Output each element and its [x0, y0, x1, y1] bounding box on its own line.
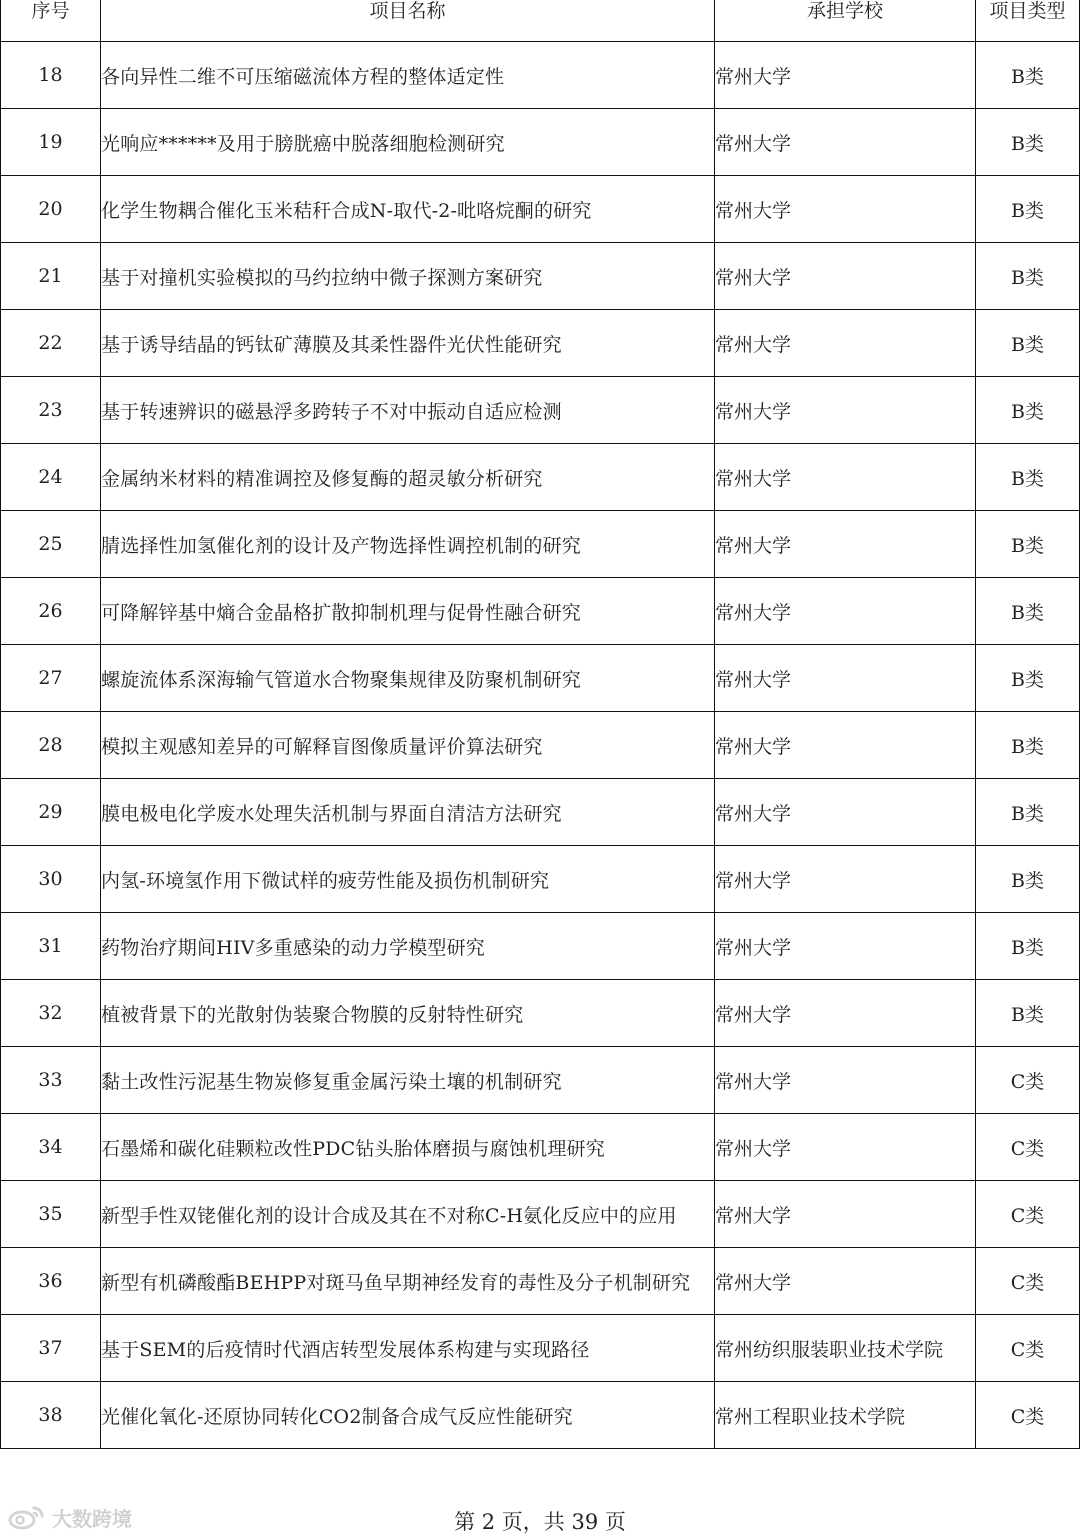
project-type: C类	[976, 1114, 1080, 1181]
school-name: 常州大学	[715, 578, 976, 645]
school-name: 常州大学	[715, 176, 976, 243]
table-row	[1, 243, 1080, 310]
table-row	[1, 1382, 1080, 1449]
row-number: 25	[1, 511, 101, 578]
header-school: 承担学校	[715, 0, 976, 42]
row-number: 18	[1, 42, 101, 109]
school-name: 常州纺织服装职业技术学院	[715, 1315, 976, 1382]
project-type: B类	[976, 645, 1080, 712]
row-number: 32	[1, 980, 101, 1047]
table-row	[1, 42, 1080, 109]
table-row	[1, 1114, 1080, 1181]
school-name: 常州大学	[715, 712, 976, 779]
school-name: 常州大学	[715, 377, 976, 444]
row-number: 36	[1, 1248, 101, 1315]
school-name: 常州大学	[715, 1114, 976, 1181]
project-type: B类	[976, 712, 1080, 779]
school-name: 常州大学	[715, 1047, 976, 1114]
project-name: 金属纳米材料的精准调控及修复酶的超灵敏分析研究	[101, 444, 715, 511]
table-row	[1, 846, 1080, 913]
school-name: 常州大学	[715, 779, 976, 846]
school-name: 常州大学	[715, 913, 976, 980]
project-type: B类	[976, 243, 1080, 310]
project-name: 植被背景下的光散射伪装聚合物膜的反射特性研究	[101, 980, 715, 1047]
project-name: 膜电极电化学废水处理失活机制与界面自清洁方法研究	[101, 779, 715, 846]
header-number: 序号	[1, 0, 101, 42]
project-type: C类	[976, 1315, 1080, 1382]
row-number: 38	[1, 1382, 101, 1449]
table-header	[1, 0, 1080, 42]
row-number: 26	[1, 578, 101, 645]
school-name: 常州大学	[715, 109, 976, 176]
table-row	[1, 779, 1080, 846]
project-name: 药物治疗期间HIV多重感染的动力学模型研究	[101, 913, 715, 980]
row-number: 28	[1, 712, 101, 779]
row-number: 21	[1, 243, 101, 310]
project-type: B类	[976, 578, 1080, 645]
project-name: 黏土改性污泥基生物炭修复重金属污染土壤的机制研究	[101, 1047, 715, 1114]
row-number: 37	[1, 1315, 101, 1382]
project-name: 光响应******及用于膀胱癌中脱落细胞检测研究	[101, 109, 715, 176]
table-row	[1, 578, 1080, 645]
project-name: 螺旋流体系深海输气管道水合物聚集规律及防聚机制研究	[101, 645, 715, 712]
project-name: 新型有机磷酸酯BEHPP对斑马鱼早期神经发育的毒性及分子机制研究	[101, 1248, 715, 1315]
project-type: C类	[976, 1181, 1080, 1248]
school-name: 常州大学	[715, 1181, 976, 1248]
row-number: 29	[1, 779, 101, 846]
watermark-text: 大数跨境	[52, 1506, 132, 1531]
project-name: 基于SEM的后疫情时代酒店转型发展体系构建与实现路径	[101, 1315, 715, 1382]
project-type: B类	[976, 42, 1080, 109]
project-name: 石墨烯和碳化硅颗粒改性PDC钻头胎体磨损与腐蚀机理研究	[101, 1114, 715, 1181]
school-name: 常州大学	[715, 846, 976, 913]
school-name: 常州大学	[715, 645, 976, 712]
project-type: B类	[976, 779, 1080, 846]
table-row	[1, 1181, 1080, 1248]
project-type: B类	[976, 846, 1080, 913]
row-number: 31	[1, 913, 101, 980]
header-project-type: 项目类型	[976, 0, 1080, 42]
row-number: 35	[1, 1181, 101, 1248]
row-number: 34	[1, 1114, 101, 1181]
project-type: C类	[976, 1382, 1080, 1449]
project-type: B类	[976, 980, 1080, 1047]
school-name: 常州大学	[715, 243, 976, 310]
table-body	[1, 42, 1080, 1449]
project-type: B类	[976, 511, 1080, 578]
row-number: 33	[1, 1047, 101, 1114]
table-row	[1, 1047, 1080, 1114]
project-type: C类	[976, 1047, 1080, 1114]
table-row	[1, 176, 1080, 243]
project-name: 新型手性双铑催化剂的设计合成及其在不对称C-H氨化反应中的应用	[101, 1181, 715, 1248]
project-name: 各向异性二维不可压缩磁流体方程的整体适定性	[101, 42, 715, 109]
table-row	[1, 444, 1080, 511]
row-number: 22	[1, 310, 101, 377]
table-row	[1, 1315, 1080, 1382]
school-name: 常州大学	[715, 511, 976, 578]
school-name: 常州工程职业技术学院	[715, 1382, 976, 1449]
school-name: 常州大学	[715, 444, 976, 511]
table-row	[1, 980, 1080, 1047]
project-type: B类	[976, 444, 1080, 511]
table-row	[1, 913, 1080, 980]
row-number: 30	[1, 846, 101, 913]
table-row	[1, 377, 1080, 444]
school-name: 常州大学	[715, 310, 976, 377]
project-name: 可降解锌基中熵合金晶格扩散抑制机理与促骨性融合研究	[101, 578, 715, 645]
header-row	[1, 0, 1080, 42]
project-name: 内氢-环境氢作用下微试样的疲劳性能及损伤机制研究	[101, 846, 715, 913]
project-name: 光催化氧化-还原协同转化CO2制备合成气反应性能研究	[101, 1382, 715, 1449]
table-row	[1, 645, 1080, 712]
project-type: B类	[976, 377, 1080, 444]
school-name: 常州大学	[715, 42, 976, 109]
page-number: 第 2 页，共 39 页	[454, 1510, 626, 1534]
row-number: 24	[1, 444, 101, 511]
project-name: 模拟主观感知差异的可解释盲图像质量评价算法研究	[101, 712, 715, 779]
table-row	[1, 1248, 1080, 1315]
project-name: 基于诱导结晶的钙钛矿薄膜及其柔性器件光伏性能研究	[101, 310, 715, 377]
table-row	[1, 712, 1080, 779]
project-type: B类	[976, 310, 1080, 377]
project-type: B类	[976, 913, 1080, 980]
row-number: 20	[1, 176, 101, 243]
school-name: 常州大学	[715, 1248, 976, 1315]
project-name: 化学生物耦合催化玉米秸秆合成N-取代-2-吡咯烷酮的研究	[101, 176, 715, 243]
project-type: B类	[976, 109, 1080, 176]
table-row	[1, 109, 1080, 176]
row-number: 27	[1, 645, 101, 712]
project-type: B类	[976, 176, 1080, 243]
table-row	[1, 511, 1080, 578]
header-project-name: 项目名称	[101, 0, 715, 42]
project-name: 腈选择性加氢催化剂的设计及产物选择性调控机制的研究	[101, 511, 715, 578]
row-number: 23	[1, 377, 101, 444]
project-name: 基于对撞机实验模拟的马约拉纳中微子探测方案研究	[101, 243, 715, 310]
row-number: 19	[1, 109, 101, 176]
table-row	[1, 310, 1080, 377]
project-type: C类	[976, 1248, 1080, 1315]
school-name: 常州大学	[715, 980, 976, 1047]
project-name: 基于转速辨识的磁悬浮多跨转子不对中振动自适应检测	[101, 377, 715, 444]
